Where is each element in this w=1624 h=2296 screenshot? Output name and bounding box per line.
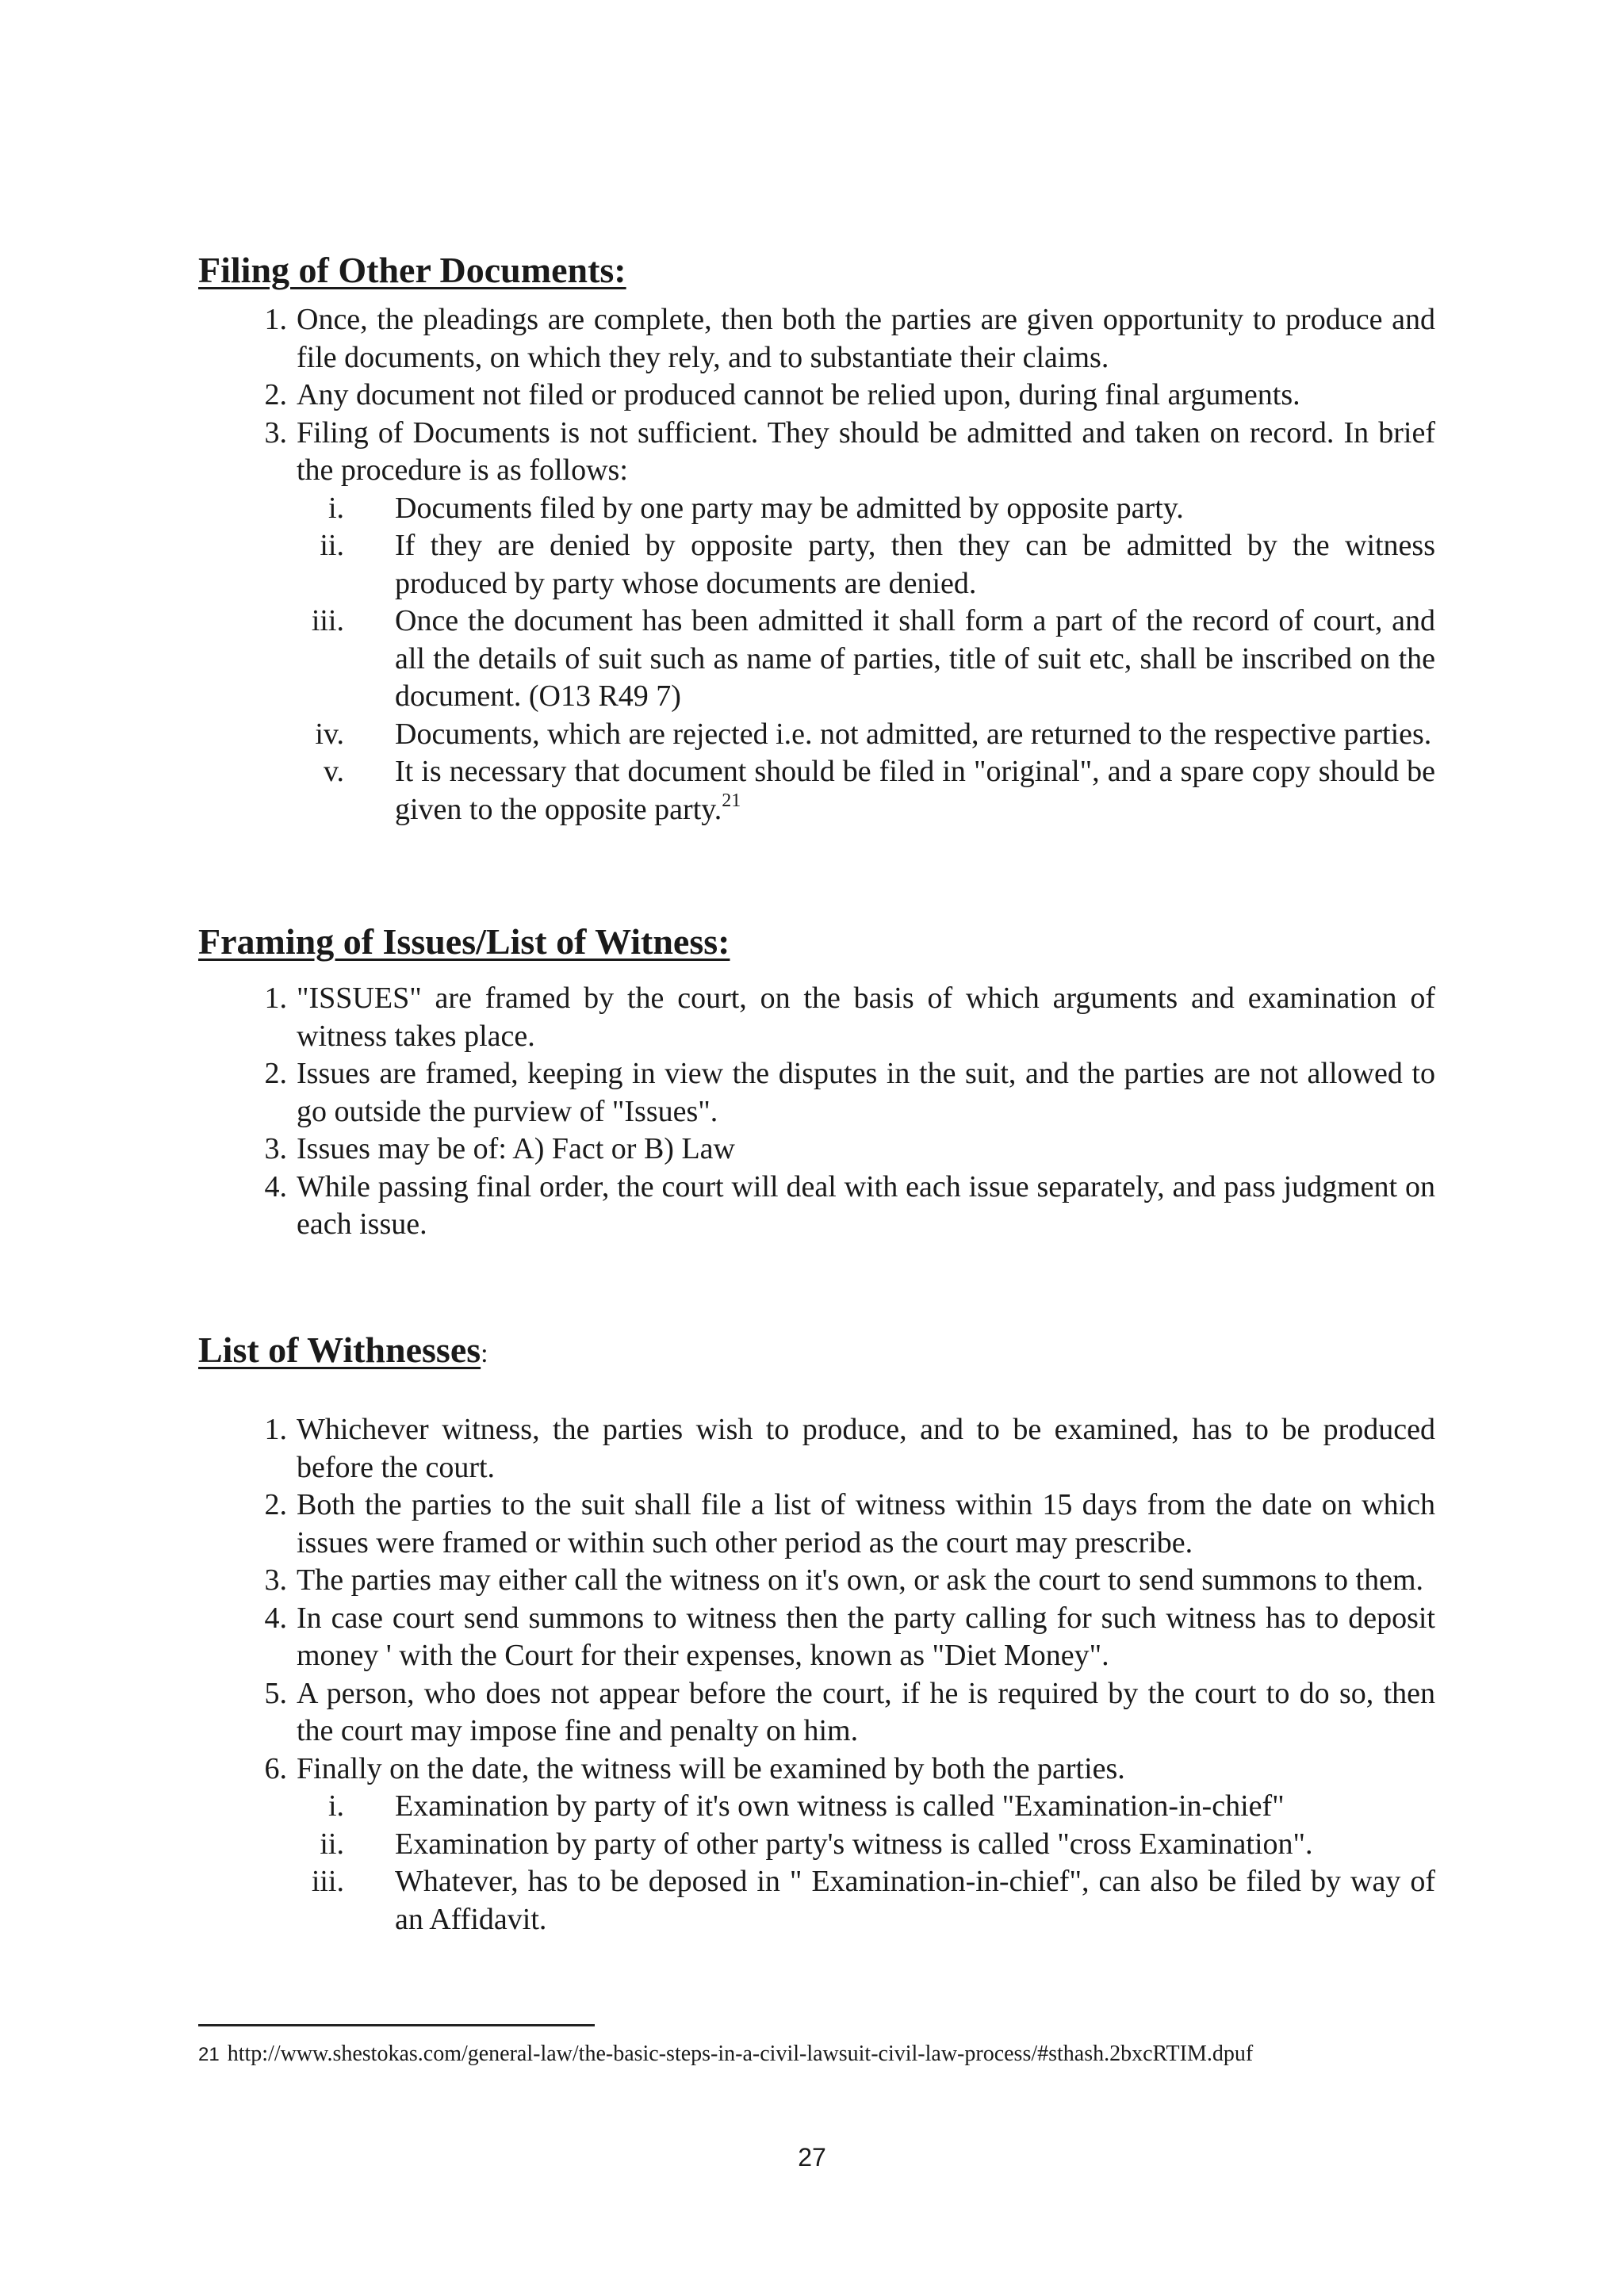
list-item: 2. Both the parties to the suit shall file a list of witness within 15 days from the date on which issues were framed or within such other period as the court may prescribe.	[264, 1488, 1435, 1559]
footnote-separator	[198, 2024, 595, 2026]
list-item: 3. Filing of Documents is not sufficient. They should be admitted and taken on record. In brief the procedure is as follows:	[264, 415, 1435, 487]
sub-list-item: iii. Whatever, has to be deposed in " Examination-in-chief", can also be filed by way of an Affidavit.	[311, 1865, 1435, 1936]
section-heading-framing: Framing of Issues/List of Witness:	[198, 921, 730, 962]
section-heading-filing: Filing of Other Documents:	[198, 250, 626, 290]
sub-list-item: ii. If they are denied by opposite party, then they can be admitted by the witness produced by party whose documents are denied.	[320, 529, 1435, 600]
section-heading-witnesses: List of Withnesses:	[198, 1330, 488, 1370]
sub-list-item: iii. Once the document has been admitted it shall form a part of the record of court, and all the details of suit such as name of parties, title of suit etc, shall be inscribed on the document. (O13 R49 7)	[311, 604, 1435, 713]
footnote-reference[interactable]: 21	[722, 790, 741, 811]
list-item: 5. A person, who does not appear before the court, if he is required by the court to do so, then the court may impose fine and penalty on him.	[264, 1676, 1435, 1747]
list-item: 2. Issues are framed, keeping in view the disputes in the suit, and the parties are not allowed to go outside the purview of "Issues".	[264, 1057, 1435, 1128]
sub-list-item: ii. Examination by party of other party's witness is called "cross Examination".	[320, 1827, 1313, 1861]
sub-list-item: v. It is necessary that document should be filed in "original", and a spare copy should be given to the opposite party.$^{21}$	[323, 755, 1435, 826]
footnote-mark: 21	[198, 2044, 220, 2065]
list-item: 1. Once, the pleadings are complete, then both the parties are given opportunity to produce and file documents, on which they rely, and to substantiate their claims.	[264, 303, 1435, 374]
filing-list	[264, 301, 1435, 828]
list-item: 4. In case court send summons to witness then the party calling for such witness has to deposit money ' with the Court for their expenses, known as "Diet Money".	[264, 1601, 1435, 1672]
footnote	[198, 2041, 1253, 2068]
list-item: 1. "ISSUES" are framed by the court, on the basis of which arguments and examination of witness takes place.	[264, 982, 1435, 1053]
footnote-link[interactable]: http://www.shestokas.com/general-law/the-basic-steps-in-a-civil-lawsuit-civil-law-process/#sthash.2bxcRTIM.dpuf	[227, 2042, 1254, 2066]
list-item: 4. While passing final order, the court will deal with each issue separately, and pass judgment on each issue.	[264, 1169, 1435, 1241]
witnesses-list	[264, 1411, 1435, 1938]
page-number: 27	[798, 2143, 826, 2172]
sub-list-item: iv. Documents, which are rejected i.e. not admitted, are returned to the respective parties.	[315, 717, 1432, 751]
sub-list-item: i. Examination by party of it's own witness is called "Examination-in-chief"	[327, 1789, 1285, 1823]
sub-list-item: i. Documents filed by one party may be admitted by opposite party.	[327, 491, 1184, 525]
list-item: 3. Issues may be of: A) Fact or B) Law	[264, 1132, 735, 1165]
list-item: 1. Whichever witness, the parties wish to produce, and to be examined, has to be produced before the court.	[264, 1413, 1435, 1484]
framing-list	[264, 980, 1435, 1244]
list-item: 2. Any document not filed or produced cannot be relied upon, during final arguments.	[264, 378, 1300, 411]
list-item: 6. Finally on the date, the witness will be examined by both the parties.	[264, 1751, 1125, 1785]
list-item: 3. The parties may either call the witness on it's own, or ask the court to send summons to them.	[264, 1563, 1424, 1597]
